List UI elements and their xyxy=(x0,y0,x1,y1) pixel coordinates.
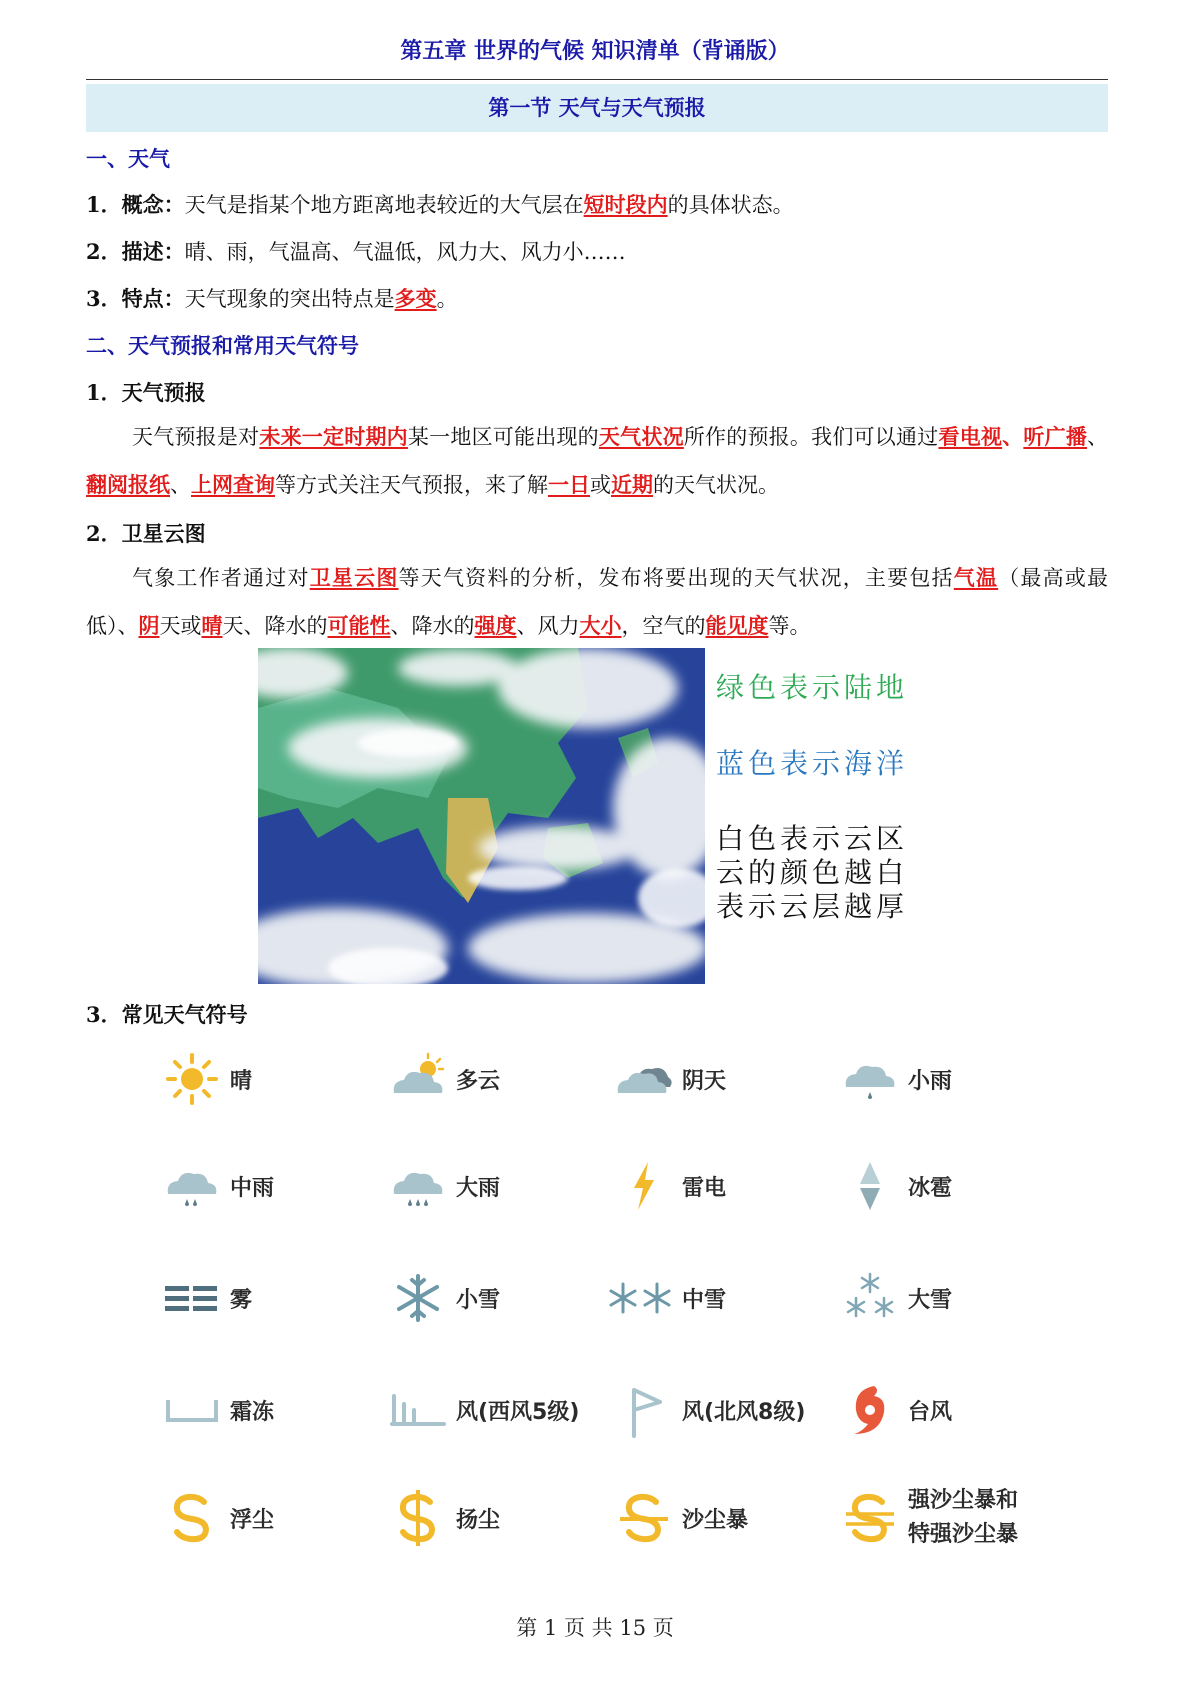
wind-flag-north-icon xyxy=(614,1380,674,1440)
text: （最高或最低）、 xyxy=(86,566,1109,638)
symbol-cloudy xyxy=(388,1047,500,1111)
symbol-label-line-2: 特强沙尘暴 xyxy=(908,1522,1019,1547)
keyword: 气温 xyxy=(953,565,999,590)
text: 气象工作者通过对 xyxy=(132,566,310,590)
keyword: 近期 xyxy=(611,472,653,497)
section-banner: 第一节 天气与天气预报 xyxy=(86,84,1108,132)
sandstorm-icon xyxy=(614,1488,674,1548)
symbol-label: 风(北风8级) xyxy=(682,1399,806,1425)
text: ，空气的 xyxy=(621,614,706,638)
symbol-label: 风(西风5级) xyxy=(456,1399,580,1425)
double-snowflake-icon xyxy=(606,1268,674,1328)
symbol-label: 阴天 xyxy=(682,1068,727,1094)
legend-ocean: 蓝色表示海洋 xyxy=(716,747,909,780)
symbol-sandstorm xyxy=(614,1486,748,1550)
keyword: 短时段内 xyxy=(583,192,668,217)
symbol-west-wind xyxy=(388,1378,579,1442)
keyword: 能见度 xyxy=(705,613,769,638)
symbol-label: 大雪 xyxy=(908,1287,953,1313)
symbols-heading: 3．常见天气符号 xyxy=(86,1002,248,1027)
legend-land: 绿色表示陆地 xyxy=(716,671,909,704)
symbol-light-snow xyxy=(388,1266,500,1330)
keyword: 强度 xyxy=(474,613,517,638)
keyword: 天气状况 xyxy=(598,424,684,449)
symbol-label: 霜冻 xyxy=(230,1399,275,1425)
keyword: 看电视 xyxy=(938,424,1003,449)
symbol-label: 小雨 xyxy=(908,1068,953,1094)
hail-icon xyxy=(840,1156,900,1216)
sun-icon xyxy=(162,1049,222,1109)
symbol-label: 多云 xyxy=(456,1068,501,1094)
light-rain-icon xyxy=(840,1049,900,1109)
keyword: 晴 xyxy=(201,613,223,638)
text: 、风力 xyxy=(516,614,580,638)
symbol-label: 浮尘 xyxy=(230,1507,275,1533)
symbol-label-line-1: 强沙尘暴和 xyxy=(908,1488,1019,1513)
header-divider xyxy=(86,79,1108,80)
text: 天气预报是对 xyxy=(132,425,260,449)
symbol-north-wind xyxy=(614,1378,805,1442)
concept-text-end: 的具体状态。 xyxy=(667,193,794,217)
description-label: 2．描述： xyxy=(86,239,185,264)
page-title: 第五章 世界的气候 知识清单（背诵版） xyxy=(400,39,790,64)
part1-heading: 一、天气 xyxy=(86,147,170,171)
legend-cloud xyxy=(716,822,908,924)
description-text: 晴、雨，气温高、气温低，风力大、风力小…… xyxy=(184,240,626,264)
typhoon-icon xyxy=(840,1380,900,1440)
symbol-moderate-snow xyxy=(606,1266,726,1330)
keyword: 卫星云图 xyxy=(309,565,399,590)
legend-cloud-line-1: 白色表示云区 xyxy=(716,822,909,855)
heavy-rain-icon xyxy=(388,1156,448,1216)
text: 所作的预报。我们可以通过 xyxy=(683,425,939,449)
concept-text: 天气是指某个地方距离地表较近的大气层在 xyxy=(184,193,584,217)
feature-line xyxy=(86,283,458,313)
feature-label: 3．特点： xyxy=(86,286,185,311)
triple-snowflake-icon xyxy=(840,1268,900,1328)
keyword: 可能性 xyxy=(327,613,391,638)
keyword: 多变 xyxy=(394,286,437,311)
keyword: 翻阅报纸 xyxy=(86,472,170,497)
symbol-hail xyxy=(840,1154,952,1218)
keyword: 一日 xyxy=(548,472,590,497)
symbol-floating-dust xyxy=(162,1486,274,1550)
symbol-blowing-dust xyxy=(388,1486,500,1550)
symbol-label: 中雨 xyxy=(230,1175,275,1201)
moderate-rain-icon xyxy=(162,1156,222,1216)
symbol-frost xyxy=(162,1378,274,1442)
floating-dust-icon xyxy=(162,1488,222,1548)
satellite-heading: 2．卫星云图 xyxy=(86,521,206,546)
keyword: 上网查询 xyxy=(191,472,275,497)
symbol-heavy-rain xyxy=(388,1154,500,1218)
keyword: 大小 xyxy=(579,613,622,638)
part2-heading: 二、天气预报和常用天气符号 xyxy=(86,334,359,358)
text: 天、降水的 xyxy=(222,614,328,638)
text: 等方式关注天气预报，来了解 xyxy=(275,473,548,497)
frost-icon xyxy=(162,1380,222,1440)
symbol-label: 小雪 xyxy=(456,1287,501,1313)
text: 等天气资料的分析，发布将要出现的天气状况，主要包括 xyxy=(398,566,954,590)
text: 某一地区可能出现的 xyxy=(407,425,599,449)
symbol-label: 雾 xyxy=(230,1287,253,1313)
keyword: 听广播 xyxy=(1023,424,1088,449)
symbol-label: 沙尘暴 xyxy=(682,1507,749,1533)
separator: 、 xyxy=(1002,424,1024,449)
symbol-label: 扬尘 xyxy=(456,1507,501,1533)
page-number: 第 1 页 共 15 页 xyxy=(516,1616,674,1640)
symbol-fog xyxy=(162,1266,252,1330)
lightning-icon xyxy=(614,1156,674,1216)
symbol-thunder xyxy=(614,1154,726,1218)
text: 、降水的 xyxy=(390,614,475,638)
text: 天或 xyxy=(159,614,202,638)
symbol-label: 中雪 xyxy=(682,1287,727,1313)
legend-cloud-line-2: 云的颜色越白 xyxy=(716,856,909,889)
wind-barb-west-icon xyxy=(388,1380,448,1440)
feature-text: 天气现象的突出特点是 xyxy=(184,287,395,311)
symbol-label xyxy=(908,1484,1018,1552)
symbol-label: 雷电 xyxy=(682,1175,727,1201)
forecast-paragraph xyxy=(86,413,1108,509)
feature-text-end: 。 xyxy=(436,287,458,311)
symbol-label: 台风 xyxy=(908,1399,953,1425)
symbol-overcast xyxy=(614,1047,726,1111)
symbol-severe-sandstorm xyxy=(840,1480,1018,1556)
text: 或 xyxy=(590,473,611,497)
severe-sandstorm-icon xyxy=(840,1488,900,1548)
symbol-sunny xyxy=(162,1047,252,1111)
concept-label: 1．概念： xyxy=(86,192,185,217)
keyword: 阴 xyxy=(138,613,160,638)
overcast-icon xyxy=(614,1049,674,1109)
text: 的天气状况。 xyxy=(653,473,779,497)
text: 等。 xyxy=(768,614,811,638)
satellite-cloud-image xyxy=(258,648,705,984)
forecast-heading: 1．天气预报 xyxy=(86,380,206,405)
symbol-label: 冰雹 xyxy=(908,1175,953,1201)
fog-icon xyxy=(162,1268,222,1328)
satellite-paragraph xyxy=(86,554,1108,650)
symbol-typhoon xyxy=(840,1378,952,1442)
description-line xyxy=(86,236,626,266)
symbol-label: 晴 xyxy=(230,1068,253,1094)
concept-line xyxy=(86,189,794,219)
keyword: 未来一定时期内 xyxy=(259,424,408,449)
symbol-moderate-rain xyxy=(162,1154,274,1218)
snowflake-icon xyxy=(388,1268,448,1328)
separator: 、 xyxy=(170,473,191,497)
symbol-label: 大雨 xyxy=(456,1175,501,1201)
legend-cloud-line-3: 表示云层越厚 xyxy=(716,890,909,923)
blowing-dust-icon xyxy=(388,1488,448,1548)
symbol-heavy-snow xyxy=(840,1266,952,1330)
symbol-light-rain xyxy=(840,1047,952,1111)
partly-cloudy-icon xyxy=(388,1049,448,1109)
separator: 、 xyxy=(1087,425,1109,449)
